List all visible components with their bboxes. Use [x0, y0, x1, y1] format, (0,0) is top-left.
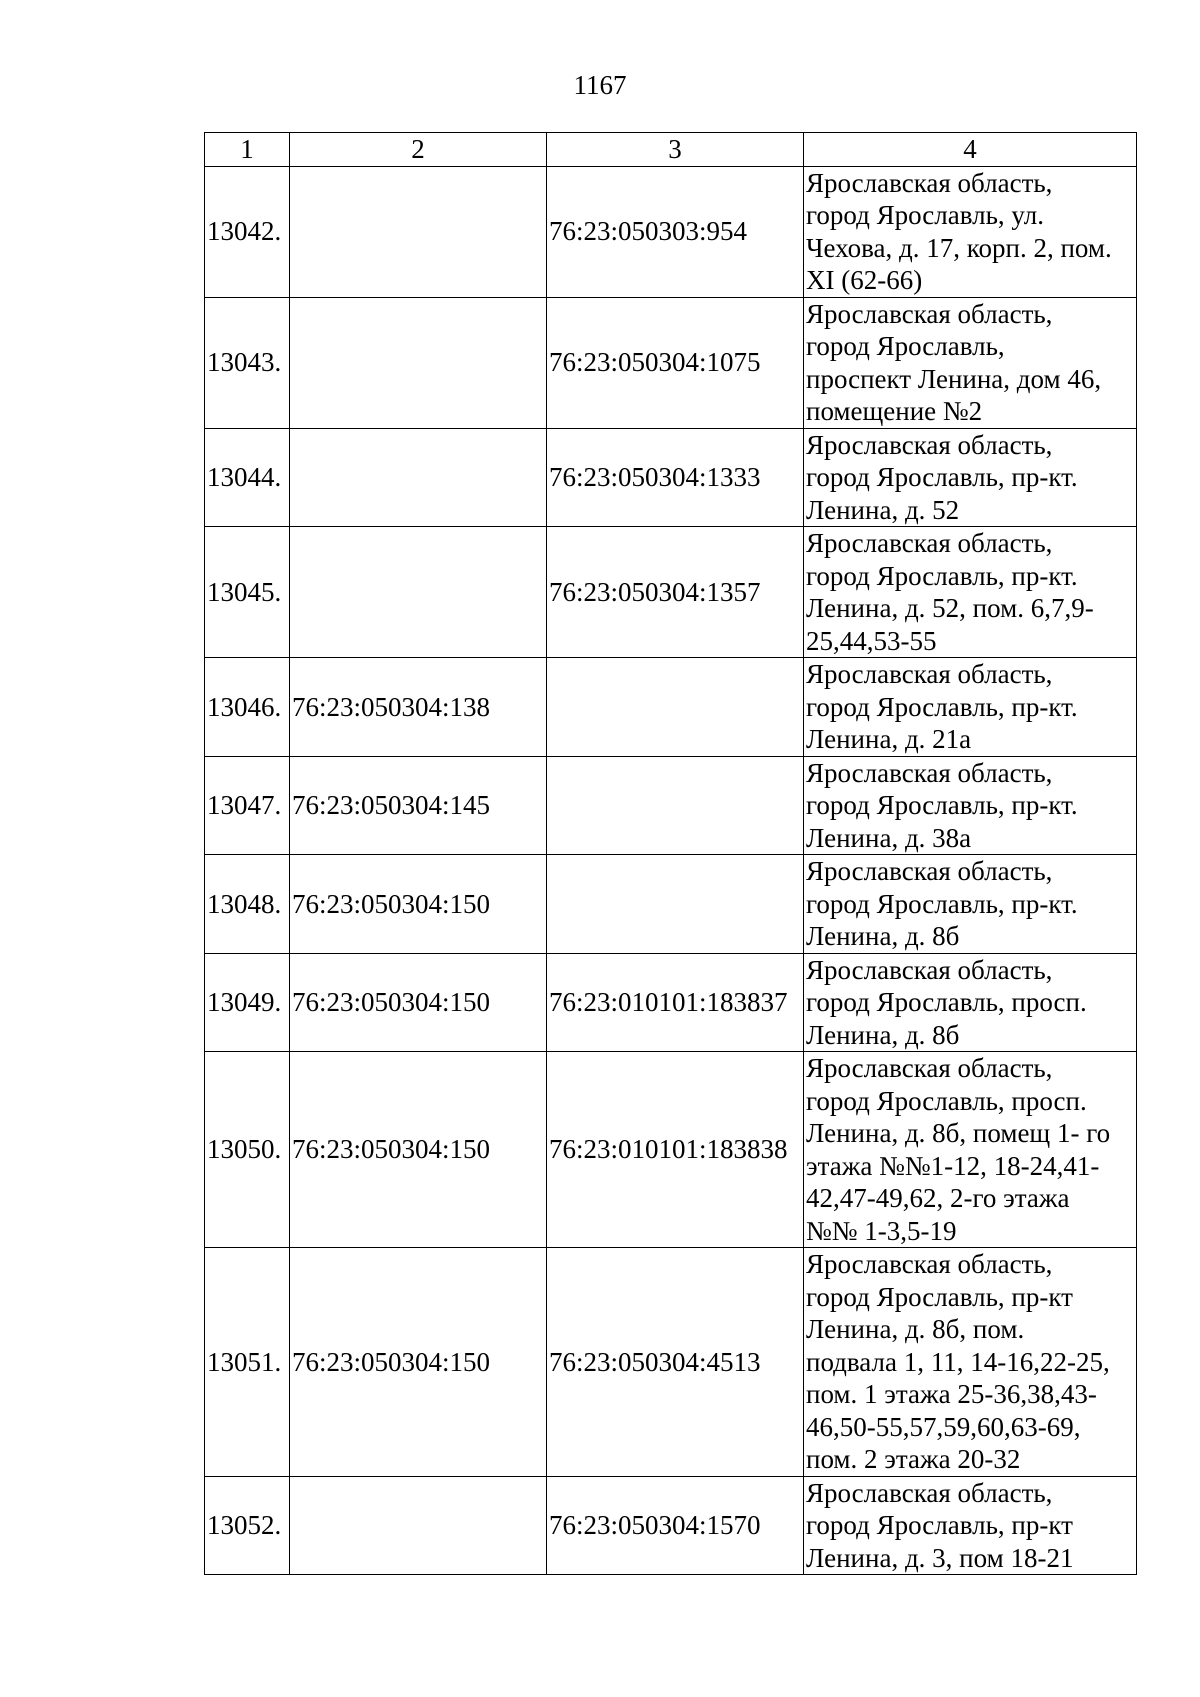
row-number: 13048. — [205, 855, 290, 954]
cadastral-number-col2 — [290, 297, 547, 428]
address-line: Ярославская область, — [806, 167, 1053, 198]
address-cell — [804, 428, 1137, 527]
table-row — [205, 658, 1137, 757]
cadastral-number-col2: 76:23:050304:150 — [290, 953, 547, 1052]
row-number: 13047. — [205, 756, 290, 855]
address-line: Ленина, д. 3, пом 18-21 — [806, 1542, 1074, 1573]
table-row — [205, 1248, 1137, 1477]
address-line: Ярославская область, — [806, 954, 1053, 985]
table-row — [205, 166, 1137, 297]
table-row — [205, 953, 1137, 1052]
table-row — [205, 855, 1137, 954]
cadastral-number-col2 — [290, 527, 547, 658]
address-line: Ярославская область, — [806, 298, 1053, 329]
cadastral-number-col2: 76:23:050304:150 — [290, 1052, 547, 1248]
address-line: Ленина, д. 8б — [806, 921, 960, 951]
row-number: 13045. — [205, 527, 290, 658]
row-number: 13044. — [205, 428, 290, 527]
cadastral-number-col2: 76:23:050304:150 — [290, 1248, 547, 1477]
table-row — [205, 1052, 1137, 1248]
address-line: Ленина, д. 8б — [806, 1019, 960, 1050]
address-line: Чехова, д. 17, корп. 2, пом. — [806, 232, 1112, 263]
row-number: 13042. — [205, 166, 290, 297]
address-line: Ленина, д. 8б, помещ 1- го — [806, 1118, 1111, 1148]
address-line: город Ярославль, ул. — [806, 200, 1044, 230]
address-cell — [804, 953, 1137, 1052]
address-line: подвала 1, 11, 14-16,22-25, — [806, 1346, 1110, 1377]
address-line: город Ярославль, просп. — [806, 987, 1087, 1017]
address-line: город Ярославль, — [806, 331, 1005, 361]
row-number: 13049. — [205, 953, 290, 1052]
cadastral-number-col3 — [547, 756, 804, 855]
address-cell — [804, 756, 1137, 855]
page-number: 1167 — [573, 70, 627, 100]
address-line: Ярославская область, — [806, 856, 1053, 886]
address-line: город Ярославль, пр-кт. — [806, 790, 1078, 820]
cadastral-number-col3: 76:23:010101:183838 — [547, 1052, 804, 1248]
address-line: Ленина, д. 52, пом. 6,7,9- — [806, 593, 1094, 623]
column-header-3: 3 — [547, 133, 804, 167]
cadastral-number-col2: 76:23:050304:138 — [290, 658, 547, 757]
cadastral-number-col3 — [547, 658, 804, 757]
address-line: город Ярославль, просп. — [806, 1085, 1087, 1116]
address-cell — [804, 297, 1137, 428]
address-line: 42,47-49,62, 2-го этажа — [806, 1183, 1070, 1213]
column-header-4: 4 — [804, 133, 1137, 167]
address-line: 25,44,53-55 — [806, 625, 937, 656]
cadastral-number-col3: 76:23:050304:4513 — [547, 1248, 804, 1477]
table-row — [205, 297, 1137, 428]
address-line: этажа №№1-12, 18-24,41- — [806, 1150, 1100, 1181]
address-line: Ленина, д. 8б, пом. — [806, 1314, 1025, 1344]
table-row — [205, 1476, 1137, 1575]
address-line: №№ 1-3,5-19 — [806, 1215, 957, 1246]
cadastral-number-col3: 76:23:050304:1570 — [547, 1476, 804, 1575]
address-line: Ярославская область, — [806, 1477, 1053, 1508]
column-header-1: 1 — [205, 133, 290, 167]
row-number: 13043. — [205, 297, 290, 428]
address-line: Ленина, д. 52 — [806, 494, 960, 525]
address-line: Ярославская область, — [806, 1053, 1053, 1083]
address-line: Ярославская область, — [806, 757, 1053, 788]
address-line: XI (62-66) — [806, 265, 923, 295]
address-line: город Ярославль, пр-кт. — [806, 691, 1078, 722]
row-number: 13050. — [205, 1052, 290, 1248]
address-cell — [804, 658, 1137, 757]
address-cell — [804, 1052, 1137, 1248]
address-line: Ярославская область, — [806, 659, 1053, 689]
table-row — [205, 756, 1137, 855]
address-cell — [804, 166, 1137, 297]
address-line: Ленина, д. 21а — [806, 724, 972, 754]
address-line: город Ярославль, пр-кт — [806, 1510, 1073, 1540]
cadastral-number-col2 — [290, 428, 547, 527]
address-line: Ярославская область, — [806, 1249, 1053, 1279]
cadastral-number-col3: 76:23:050304:1333 — [547, 428, 804, 527]
table-row — [205, 428, 1137, 527]
cadastral-number-col2: 76:23:050304:145 — [290, 756, 547, 855]
row-number: 13051. — [205, 1248, 290, 1477]
address-cell — [804, 527, 1137, 658]
registry-table — [204, 132, 1137, 1575]
cadastral-number-col2 — [290, 166, 547, 297]
address-line: Ярославская область, — [806, 429, 1053, 460]
address-cell — [804, 1248, 1137, 1477]
address-line: город Ярославль, пр-кт. — [806, 462, 1078, 492]
address-line: проспект Ленина, дом 46, — [806, 363, 1102, 394]
cadastral-number-col3: 76:23:050304:1357 — [547, 527, 804, 658]
address-line: 46,50-55,57,59,60,63-69, — [806, 1411, 1081, 1442]
address-line: город Ярославль, пр-кт. — [806, 560, 1078, 591]
cadastral-number-col3: 76:23:010101:183837 — [547, 953, 804, 1052]
address-line: город Ярославль, пр-кт — [806, 1281, 1073, 1312]
cadastral-number-col3: 76:23:050304:1075 — [547, 297, 804, 428]
address-line: пом. 1 этажа 25-36,38,43- — [806, 1379, 1097, 1409]
address-line: Ленина, д. 38а — [806, 822, 972, 853]
cadastral-number-col2 — [290, 1476, 547, 1575]
row-number: 13052. — [205, 1476, 290, 1575]
row-number: 13046. — [205, 658, 290, 757]
address-line: город Ярославль, пр-кт. — [806, 888, 1078, 919]
address-line: Ярославская область, — [806, 528, 1053, 558]
cadastral-number-col3 — [547, 855, 804, 954]
address-cell — [804, 855, 1137, 954]
cadastral-number-col2: 76:23:050304:150 — [290, 855, 547, 954]
column-header-2: 2 — [290, 133, 547, 167]
address-line: пом. 2 этажа 20-32 — [806, 1444, 1021, 1474]
address-line: помещение №2 — [806, 396, 983, 426]
address-cell — [804, 1476, 1137, 1575]
cadastral-number-col3: 76:23:050303:954 — [547, 166, 804, 297]
table-header-row — [205, 133, 1137, 167]
table-row — [205, 527, 1137, 658]
